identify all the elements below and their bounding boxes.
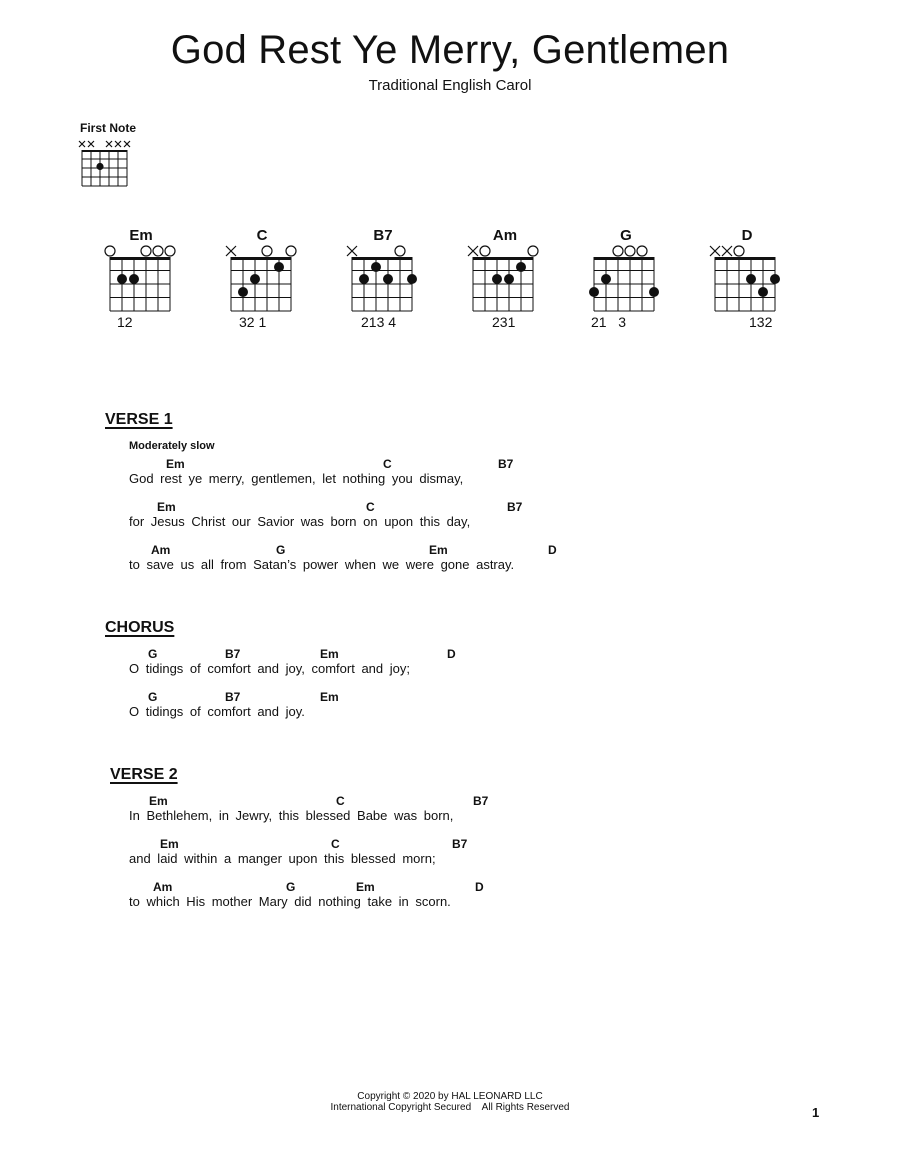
lyric-line — [0, 457, 900, 497]
first-note-diagram — [76, 138, 136, 194]
chord-label: Em — [429, 543, 448, 557]
chord-label: Em — [320, 647, 339, 661]
lyric-text: In Bethlehem, in Jewry, this blessed Babe was born, — [129, 808, 454, 823]
open-string-marker — [613, 246, 623, 256]
fingering-em: 12 — [117, 314, 133, 330]
copyright-line-2: International Copyright Secured All Rights Reserved — [330, 1102, 570, 1113]
open-string-marker — [480, 246, 490, 256]
finger-dot — [492, 274, 502, 284]
chord-name-d: D — [741, 227, 753, 244]
open-string-marker — [153, 246, 163, 256]
chord-name-c: C — [256, 227, 268, 244]
chord-diagram-b7 — [346, 244, 422, 314]
muted-string-marker — [88, 141, 94, 147]
chord-label: D — [447, 647, 456, 661]
chord-label: D — [475, 880, 484, 894]
open-string-marker — [734, 246, 744, 256]
finger-dot — [96, 163, 103, 170]
chord-name-am: Am — [492, 227, 518, 244]
lyric-line — [0, 647, 900, 687]
finger-dot — [371, 262, 381, 272]
lyric-line — [0, 837, 900, 877]
finger-dot — [649, 287, 659, 297]
fingering-am: 231 — [492, 314, 516, 330]
chord-label: C — [331, 837, 340, 851]
chord-label: D — [548, 543, 557, 557]
chord-label: B7 — [473, 794, 489, 808]
copyright-notice — [0, 1091, 900, 1113]
muted-string-marker — [79, 141, 85, 147]
muted-string-marker — [347, 246, 357, 256]
nut — [82, 150, 127, 152]
nut — [473, 257, 533, 260]
chord-label: G — [286, 880, 296, 894]
chord-label: C — [383, 457, 392, 471]
chord-label: Em — [149, 794, 168, 808]
section-title-verse-2: VERSE 2 — [110, 766, 178, 783]
finger-dot — [407, 274, 417, 284]
open-string-marker — [528, 246, 538, 256]
copyright-line-1: Copyright © 2020 by HAL LEONARD LLC — [357, 1091, 543, 1102]
chord-label: C — [366, 500, 375, 514]
chord-label: Em — [160, 837, 179, 851]
chord-label: G — [276, 543, 286, 557]
finger-dot — [746, 274, 756, 284]
first-note-label: First Note — [80, 121, 137, 135]
muted-string-marker — [124, 141, 130, 147]
chord-label: B7 — [507, 500, 523, 514]
lyric-line — [0, 880, 900, 920]
nut — [594, 257, 654, 260]
chord-name-b7: B7 — [373, 227, 393, 244]
chord-label: Em — [166, 457, 185, 471]
chord-label: G — [148, 647, 158, 661]
finger-dot — [117, 274, 127, 284]
chord-label: G — [148, 690, 158, 704]
finger-dot — [601, 274, 611, 284]
chord-diagram-am — [467, 244, 543, 314]
lyric-text: and laid within a manger upon this blessed morn; — [129, 851, 436, 866]
chord-diagram-g — [588, 244, 664, 314]
lyric-text: O tidings of comfort and joy, comfort and joy; — [129, 661, 410, 676]
chord-diagram-em — [104, 244, 180, 314]
lyric-text: for Jesus Christ our Savior was born on upon this day, — [129, 514, 471, 529]
lyric-text: God rest ye merry, gentlemen, let nothing you dismay, — [129, 471, 464, 486]
lyric-text: to which His mother Mary did nothing take in scorn. — [129, 894, 451, 909]
lyric-line — [0, 500, 900, 540]
section-title-verse-1: VERSE 1 — [105, 411, 173, 428]
chord-label: B7 — [452, 837, 468, 851]
chord-label: B7 — [225, 690, 241, 704]
open-string-marker — [141, 246, 151, 256]
lyric-line — [0, 794, 900, 834]
open-string-marker — [105, 246, 115, 256]
song-title: God Rest Ye Merry, Gentlemen — [170, 28, 730, 72]
open-string-marker — [395, 246, 405, 256]
chord-label: Am — [151, 543, 171, 557]
lyric-line — [0, 690, 900, 730]
open-string-marker — [165, 246, 175, 256]
nut — [715, 257, 775, 260]
open-string-marker — [262, 246, 272, 256]
chord-label: B7 — [225, 647, 241, 661]
tempo-marking: Moderately slow — [129, 440, 215, 452]
lyric-text: to save us all from Satan’s power when we were gone astray. — [129, 557, 515, 572]
finger-dot — [129, 274, 139, 284]
chord-label: Em — [157, 500, 176, 514]
fingering-d: 132 — [749, 314, 773, 330]
nut — [352, 257, 412, 260]
lyric-line — [0, 543, 900, 583]
muted-string-marker — [710, 246, 720, 256]
chord-label: B7 — [498, 457, 514, 471]
chord-diagram-c — [225, 244, 301, 314]
finger-dot — [516, 262, 526, 272]
chord-diagram-d — [709, 244, 785, 314]
chord-name-em: Em — [129, 227, 153, 244]
finger-dot — [504, 274, 514, 284]
finger-dot — [758, 287, 768, 297]
chord-label: C — [336, 794, 345, 808]
finger-dot — [359, 274, 369, 284]
finger-dot — [383, 274, 393, 284]
muted-string-marker — [106, 141, 112, 147]
open-string-marker — [637, 246, 647, 256]
chord-name-g: G — [620, 227, 632, 244]
fingering-g: 21 3 — [591, 314, 627, 330]
song-subtitle: Traditional English Carol — [368, 77, 532, 94]
page-number: 1 — [812, 1105, 820, 1120]
nut — [110, 257, 170, 260]
open-string-marker — [286, 246, 296, 256]
section-title-chorus: CHORUS — [105, 619, 175, 636]
nut — [231, 257, 291, 260]
lyric-text: O tidings of comfort and joy. — [129, 704, 305, 719]
muted-string-marker — [226, 246, 236, 256]
finger-dot — [770, 274, 780, 284]
muted-string-marker — [468, 246, 478, 256]
chord-label: Em — [356, 880, 375, 894]
finger-dot — [250, 274, 260, 284]
chord-label: Em — [320, 690, 339, 704]
muted-string-marker — [115, 141, 121, 147]
fingering-c: 32 1 — [239, 314, 267, 330]
finger-dot — [274, 262, 284, 272]
open-string-marker — [625, 246, 635, 256]
chord-label: Am — [153, 880, 173, 894]
muted-string-marker — [722, 246, 732, 256]
finger-dot — [589, 287, 599, 297]
fingering-b7: 213 4 — [361, 314, 397, 330]
finger-dot — [238, 287, 248, 297]
